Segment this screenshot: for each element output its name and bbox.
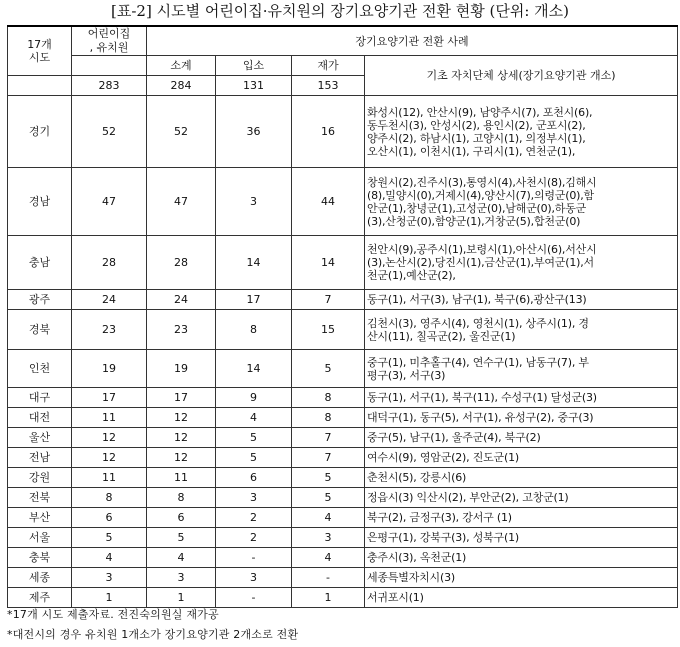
daycare-cell: 4 xyxy=(72,548,147,568)
table-row xyxy=(8,568,678,588)
table-row xyxy=(8,488,678,508)
home-cell: 3 xyxy=(292,528,365,548)
detail-line: 창원시(2),진주시(3),통영시(4),사천시(8),김해시 xyxy=(367,175,597,189)
daycare-cell: 23 xyxy=(72,310,147,350)
home-cell: 44 xyxy=(292,168,365,236)
table-row xyxy=(8,310,678,350)
table-row xyxy=(8,350,678,388)
home-cell: 5 xyxy=(292,468,365,488)
detail-line: 양주시(2), 하남시(1), 고양시(1), 의정부시(1), xyxy=(367,131,586,145)
detail-line: 중구(1), 미추홀구(4), 연수구(1), 남동구(7), 부 xyxy=(367,355,589,369)
inpatient-cell: 17 xyxy=(216,290,292,310)
detail-cell xyxy=(365,508,678,528)
footnotes xyxy=(7,605,677,645)
region-header-line1: 17개 xyxy=(27,38,52,51)
detail-line: 은평구(1), 강북구(3), 성북구(1) xyxy=(367,531,519,544)
inpatient-cell: - xyxy=(216,548,292,568)
region-cell: 인천 xyxy=(8,350,72,388)
region-cell: 충남 xyxy=(8,236,72,290)
region-header xyxy=(8,26,72,76)
daycare-cell: 47 xyxy=(72,168,147,236)
detail-line: 정읍시(3) 익산시(2), 부안군(2), 고창군(1) xyxy=(367,491,569,504)
inpatient-cell: 14 xyxy=(216,236,292,290)
detail-line: (3),논산시(2),당진시(1),금산군(1),부여군(1),서 xyxy=(367,256,594,269)
subtotal-cell: 4 xyxy=(147,548,216,568)
subtotal-cell: 24 xyxy=(147,290,216,310)
detail-line: 중구(5), 남구(1), 울주군(4), 북구(2) xyxy=(367,431,541,444)
subtotal-cell: 11 xyxy=(147,468,216,488)
detail-line: 서귀포시(1) xyxy=(367,591,424,604)
total-daycare: 283 xyxy=(72,76,147,96)
table-row xyxy=(8,408,678,428)
detail-line: 동구(1), 서구(3), 남구(1), 북구(6),광산구(13) xyxy=(367,293,587,306)
table-title: [표-2] 시도별 어린이집·유치원의 장기요양기관 전환 현황 (단위: 개소) xyxy=(111,2,569,20)
home-cell: 4 xyxy=(292,548,365,568)
region-cell: 충북 xyxy=(8,548,72,568)
daycare-cell: 3 xyxy=(72,568,147,588)
table-row xyxy=(8,236,678,290)
detail-line: 천군(1),예산군(2), xyxy=(367,269,456,282)
home-cell: 8 xyxy=(292,408,365,428)
region-cell: 서울 xyxy=(8,528,72,548)
subtotal-cell: 1 xyxy=(147,588,216,608)
region-cell: 경기 xyxy=(8,96,72,168)
daycare-header-line1: 어린이집 xyxy=(87,27,131,40)
detail-line: 세종특별자치시(3) xyxy=(367,571,455,584)
home-cell: 7 xyxy=(292,448,365,468)
detail-cell xyxy=(365,350,678,388)
region-cell: 전북 xyxy=(8,488,72,508)
detail-cell xyxy=(365,168,678,236)
subtotal-cell: 19 xyxy=(147,350,216,388)
detail-line: 오산시(1), 이천시(1), 구리시(1), 연천군(1), xyxy=(367,144,576,158)
home-cell: - xyxy=(292,568,365,588)
detail-line: 동두천시(3), 안성시(2), 용인시(2), 군포시(2), xyxy=(367,118,586,132)
home-header: 재가 xyxy=(292,56,365,76)
inpatient-cell: 8 xyxy=(216,310,292,350)
daycare-cell: 6 xyxy=(72,508,147,528)
daycare-cell: 52 xyxy=(72,96,147,168)
subtotal-cell: 6 xyxy=(147,508,216,528)
region-cell: 대구 xyxy=(8,388,72,408)
region-header-line2: 시도 xyxy=(28,51,51,64)
table-row xyxy=(8,448,678,468)
total-inpatient: 131 xyxy=(216,76,292,96)
detail-cell xyxy=(365,236,678,290)
table-row xyxy=(8,508,678,528)
region-cell: 세종 xyxy=(8,568,72,588)
inpatient-header: 입소 xyxy=(216,56,292,76)
table-row xyxy=(8,388,678,408)
home-cell: 16 xyxy=(292,96,365,168)
region-cell: 제주 xyxy=(8,588,72,608)
detail-cell xyxy=(365,448,678,468)
subtotal-cell: 12 xyxy=(147,448,216,468)
daycare-cell: 12 xyxy=(72,428,147,448)
subtotal-cell: 3 xyxy=(147,568,216,588)
detail-line: 천안시(9),공주시(1),보령시(1),아산시(6),서산시 xyxy=(367,243,597,256)
total-subtotal: 284 xyxy=(147,76,216,96)
inpatient-cell: 2 xyxy=(216,508,292,528)
subtotal-header: 소계 xyxy=(147,56,216,76)
detail-cell xyxy=(365,548,678,568)
detail-cell xyxy=(365,488,678,508)
subtotal-cell: 5 xyxy=(147,528,216,548)
daycare-cell: 5 xyxy=(72,528,147,548)
region-cell: 강원 xyxy=(8,468,72,488)
detail-line: 산시(11), 칠곡군(2), 울진군(1) xyxy=(367,329,516,343)
detail-line: 대덕구(1), 동구(5), 서구(1), 유성구(2), 중구(3) xyxy=(367,411,594,424)
cases-header: 장기요양기관 전환 사례 xyxy=(147,26,678,56)
subtotal-cell: 52 xyxy=(147,96,216,168)
home-cell: 4 xyxy=(292,508,365,528)
daycare-cell: 1 xyxy=(72,588,147,608)
inpatient-cell: 2 xyxy=(216,528,292,548)
detail-cell xyxy=(365,408,678,428)
home-cell: 1 xyxy=(292,588,365,608)
detail-line: (8),밀양시(0),거제시(4),양산시(7),의령군(0),함 xyxy=(367,188,594,202)
subtotal-cell: 47 xyxy=(147,168,216,236)
table-row xyxy=(8,168,678,236)
daycare-header-cont xyxy=(72,56,147,76)
footnote: *대전시의 경우 유치원 1개소가 장기요양기관 2개소로 전환 xyxy=(7,628,299,641)
inpatient-cell: - xyxy=(216,588,292,608)
daycare-cell: 24 xyxy=(72,290,147,310)
daycare-cell: 28 xyxy=(72,236,147,290)
footnote: *17개 시도 제출자료. 전진숙의원실 재가공 xyxy=(7,608,219,621)
daycare-cell: 19 xyxy=(72,350,147,388)
inpatient-cell: 5 xyxy=(216,448,292,468)
table-row xyxy=(8,290,678,310)
detail-line: 춘천시(5), 강릉시(6) xyxy=(367,471,467,484)
home-cell: 5 xyxy=(292,350,365,388)
detail-cell xyxy=(365,568,678,588)
home-cell: 7 xyxy=(292,428,365,448)
subtotal-cell: 12 xyxy=(147,428,216,448)
detail-cell xyxy=(365,528,678,548)
subtotal-cell: 28 xyxy=(147,236,216,290)
total-home: 153 xyxy=(292,76,365,96)
daycare-cell: 8 xyxy=(72,488,147,508)
inpatient-cell: 9 xyxy=(216,388,292,408)
detail-line: (3),산청군(0),함양군(1),거창군(5),합천군(0) xyxy=(367,214,581,228)
inpatient-cell: 14 xyxy=(216,350,292,388)
home-cell: 15 xyxy=(292,310,365,350)
home-cell: 14 xyxy=(292,236,365,290)
detail-cell xyxy=(365,96,678,168)
inpatient-cell: 3 xyxy=(216,488,292,508)
detail-cell xyxy=(365,468,678,488)
daycare-cell: 12 xyxy=(72,448,147,468)
inpatient-cell: 4 xyxy=(216,408,292,428)
detail-line: 안군(1),창녕군(1),고성군(0),남해군(0),하동군 xyxy=(367,201,587,215)
subtotal-cell: 23 xyxy=(147,310,216,350)
detail-line: 평구(3), 서구(3) xyxy=(367,368,446,382)
table-row xyxy=(8,548,678,568)
inpatient-cell: 3 xyxy=(216,168,292,236)
daycare-header-line2: , 유치원 xyxy=(89,41,129,54)
detail-header: 기초 자치단체 상세(장기요양기관 개소) xyxy=(365,56,678,96)
table-row xyxy=(8,96,678,168)
detail-line: 동구(1), 서구(1), 북구(11), 수성구(1) 달성군(3) xyxy=(367,391,597,404)
region-cell: 전남 xyxy=(8,448,72,468)
detail-line: 김천시(3), 영주시(4), 영천시(1), 상주시(1), 경 xyxy=(367,316,589,330)
region-cell: 울산 xyxy=(8,428,72,448)
detail-line: 화성시(12), 안산시(9), 남양주시(7), 포천시(6), xyxy=(367,105,593,119)
inpatient-cell: 3 xyxy=(216,568,292,588)
region-cell: 광주 xyxy=(8,290,72,310)
inpatient-cell: 36 xyxy=(216,96,292,168)
daycare-cell: 11 xyxy=(72,408,147,428)
table-row xyxy=(8,428,678,448)
region-cell: 경남 xyxy=(8,168,72,236)
table-body xyxy=(8,96,678,608)
daycare-cell: 17 xyxy=(72,388,147,408)
subtotal-cell: 17 xyxy=(147,388,216,408)
table-row xyxy=(8,468,678,488)
detail-line: 여수시(9), 영암군(2), 진도군(1) xyxy=(367,451,519,464)
daycare-header xyxy=(72,26,147,56)
table-row xyxy=(8,528,678,548)
home-cell: 8 xyxy=(292,388,365,408)
detail-cell xyxy=(365,310,678,350)
detail-cell xyxy=(365,388,678,408)
inpatient-cell: 5 xyxy=(216,428,292,448)
detail-line: 충주시(3), 옥천군(1) xyxy=(367,551,467,564)
detail-cell xyxy=(365,428,678,448)
region-cell: 부산 xyxy=(8,508,72,528)
daycare-cell: 11 xyxy=(72,468,147,488)
subtotal-cell: 12 xyxy=(147,408,216,428)
detail-line: 북구(2), 금정구(3), 강서구 (1) xyxy=(367,511,512,524)
region-cell: 경북 xyxy=(8,310,72,350)
region-cell: 대전 xyxy=(8,408,72,428)
conversion-table xyxy=(7,25,678,608)
detail-cell xyxy=(365,290,678,310)
home-cell: 5 xyxy=(292,488,365,508)
totals-region-cell xyxy=(8,76,72,96)
subtotal-cell: 8 xyxy=(147,488,216,508)
home-cell: 7 xyxy=(292,290,365,310)
inpatient-cell: 6 xyxy=(216,468,292,488)
